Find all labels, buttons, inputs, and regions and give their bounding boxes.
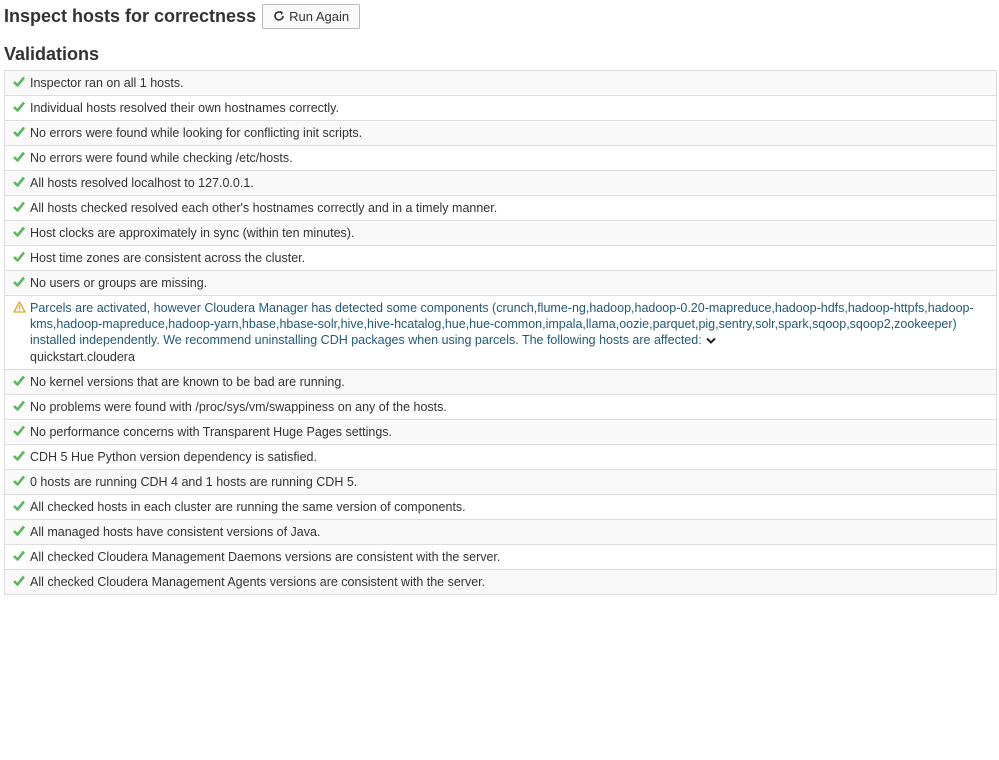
check-icon [9, 399, 29, 411]
validation-message [29, 524, 990, 540]
validation-text: All hosts resolved localhost to 127.0.0.1. [30, 176, 254, 190]
validation-message [29, 175, 990, 191]
validation-message [29, 549, 990, 565]
validation-row [5, 420, 996, 445]
validation-message [29, 225, 990, 241]
validation-message [29, 75, 990, 91]
validation-row [5, 221, 996, 246]
check-icon [9, 275, 29, 287]
validation-message [29, 125, 990, 141]
validation-message [29, 100, 990, 116]
refresh-icon [273, 10, 285, 22]
validation-text: 0 hosts are running CDH 4 and 1 hosts are running CDH 5. [30, 474, 358, 489]
validation-text: No performance concerns with Transparent Huge Pages settings. [30, 424, 392, 439]
validation-message [29, 499, 990, 515]
validation-message [29, 449, 990, 465]
validation-text: All checked Cloudera Management Daemons versions are consistent with the server. [30, 549, 501, 564]
validation-message [29, 424, 990, 440]
validations-title: Validations [4, 44, 100, 64]
validation-text: All hosts checked resolved each other's hostnames correctly and in a timely manner. [30, 201, 498, 215]
validation-row [5, 545, 996, 570]
page-title: Inspect hosts for correctness [4, 6, 257, 26]
check-icon [9, 125, 29, 137]
validation-row [5, 271, 996, 296]
validation-text: Parcels are activated, however Cloudera Manager has detected some components (crunch,flume-ng,hadoop,hadoop-0.20-mapreduce,hadoop-hdfs,hadoop-httpfs,hadoop-kms,hadoop-mapreduce,hadoop-yarn,hbase,hbase-solr,hive,hive-hcatalog,hue,hue-common,impala,llama,oozie,parquet,pig,sentry,solr,spark,sqoop,sqoop2,zookeeper) installed independently. We recommend uninstalling CDH packages when using parcels. The following hosts are affected: [30, 301, 974, 347]
affected-host: quickstart.cloudera [30, 349, 135, 364]
validation-message [29, 250, 990, 266]
check-icon [9, 250, 29, 262]
check-icon [9, 175, 29, 187]
check-icon [9, 150, 29, 162]
check-icon [9, 424, 29, 436]
validation-row [5, 570, 996, 595]
validation-text: No errors were found while looking for conflicting init scripts. [30, 126, 363, 140]
validation-text: Host time zones are consistent across the cluster. [30, 251, 306, 265]
run-again-button[interactable] [262, 4, 360, 29]
validation-row [5, 146, 996, 171]
check-icon [9, 75, 29, 87]
validation-text: CDH 5 Hue Python version dependency is satisfied. [30, 449, 317, 464]
validation-row [5, 246, 996, 271]
check-icon [9, 200, 29, 212]
validation-text: No problems were found with /proc/sys/vm/swappiness on any of the hosts. [30, 399, 447, 414]
validation-text: Host clocks are approximately in sync (within ten minutes). [30, 226, 355, 240]
validation-text: Inspector ran on all 1 hosts. [30, 76, 184, 90]
run-again-label: Run Again [289, 8, 350, 24]
validation-text: All checked hosts in each cluster are running the same version of components. [30, 499, 466, 514]
validation-message [29, 399, 990, 415]
validation-text: Individual hosts resolved their own hostnames correctly. [30, 101, 339, 115]
validation-row [5, 370, 996, 395]
check-icon [9, 100, 29, 112]
warning-icon [9, 300, 29, 313]
validation-message [29, 200, 990, 216]
validation-text: No users or groups are missing. [30, 276, 208, 290]
check-icon [9, 474, 29, 486]
validations-table [4, 70, 997, 595]
validation-row [5, 296, 996, 370]
validation-row [5, 196, 996, 221]
validation-row [5, 121, 996, 146]
validation-row [5, 520, 996, 545]
validation-text: All managed hosts have consistent versions of Java. [30, 524, 321, 539]
check-icon [9, 574, 29, 586]
validation-text: All checked Cloudera Management Agents versions are consistent with the server. [30, 574, 486, 589]
check-icon [9, 499, 29, 511]
validation-message [29, 474, 990, 490]
page-header [0, 0, 999, 29]
check-icon [9, 374, 29, 386]
validation-message [29, 574, 990, 590]
validation-text: No kernel versions that are known to be bad are running. [30, 374, 345, 389]
validation-row [5, 470, 996, 495]
validation-row [5, 495, 996, 520]
validation-message [29, 374, 990, 390]
validation-row [5, 71, 996, 96]
validation-message [29, 150, 990, 166]
chevron-down-icon[interactable] [706, 333, 716, 349]
validation-row [5, 445, 996, 470]
validation-row [5, 96, 996, 121]
check-icon [9, 225, 29, 237]
check-icon [9, 524, 29, 536]
validation-message [29, 300, 990, 365]
validation-row [5, 395, 996, 420]
validation-row [5, 171, 996, 196]
validation-message [29, 275, 990, 291]
validation-text: No errors were found while checking /etc/hosts. [30, 151, 293, 165]
check-icon [9, 449, 29, 461]
check-icon [9, 549, 29, 561]
